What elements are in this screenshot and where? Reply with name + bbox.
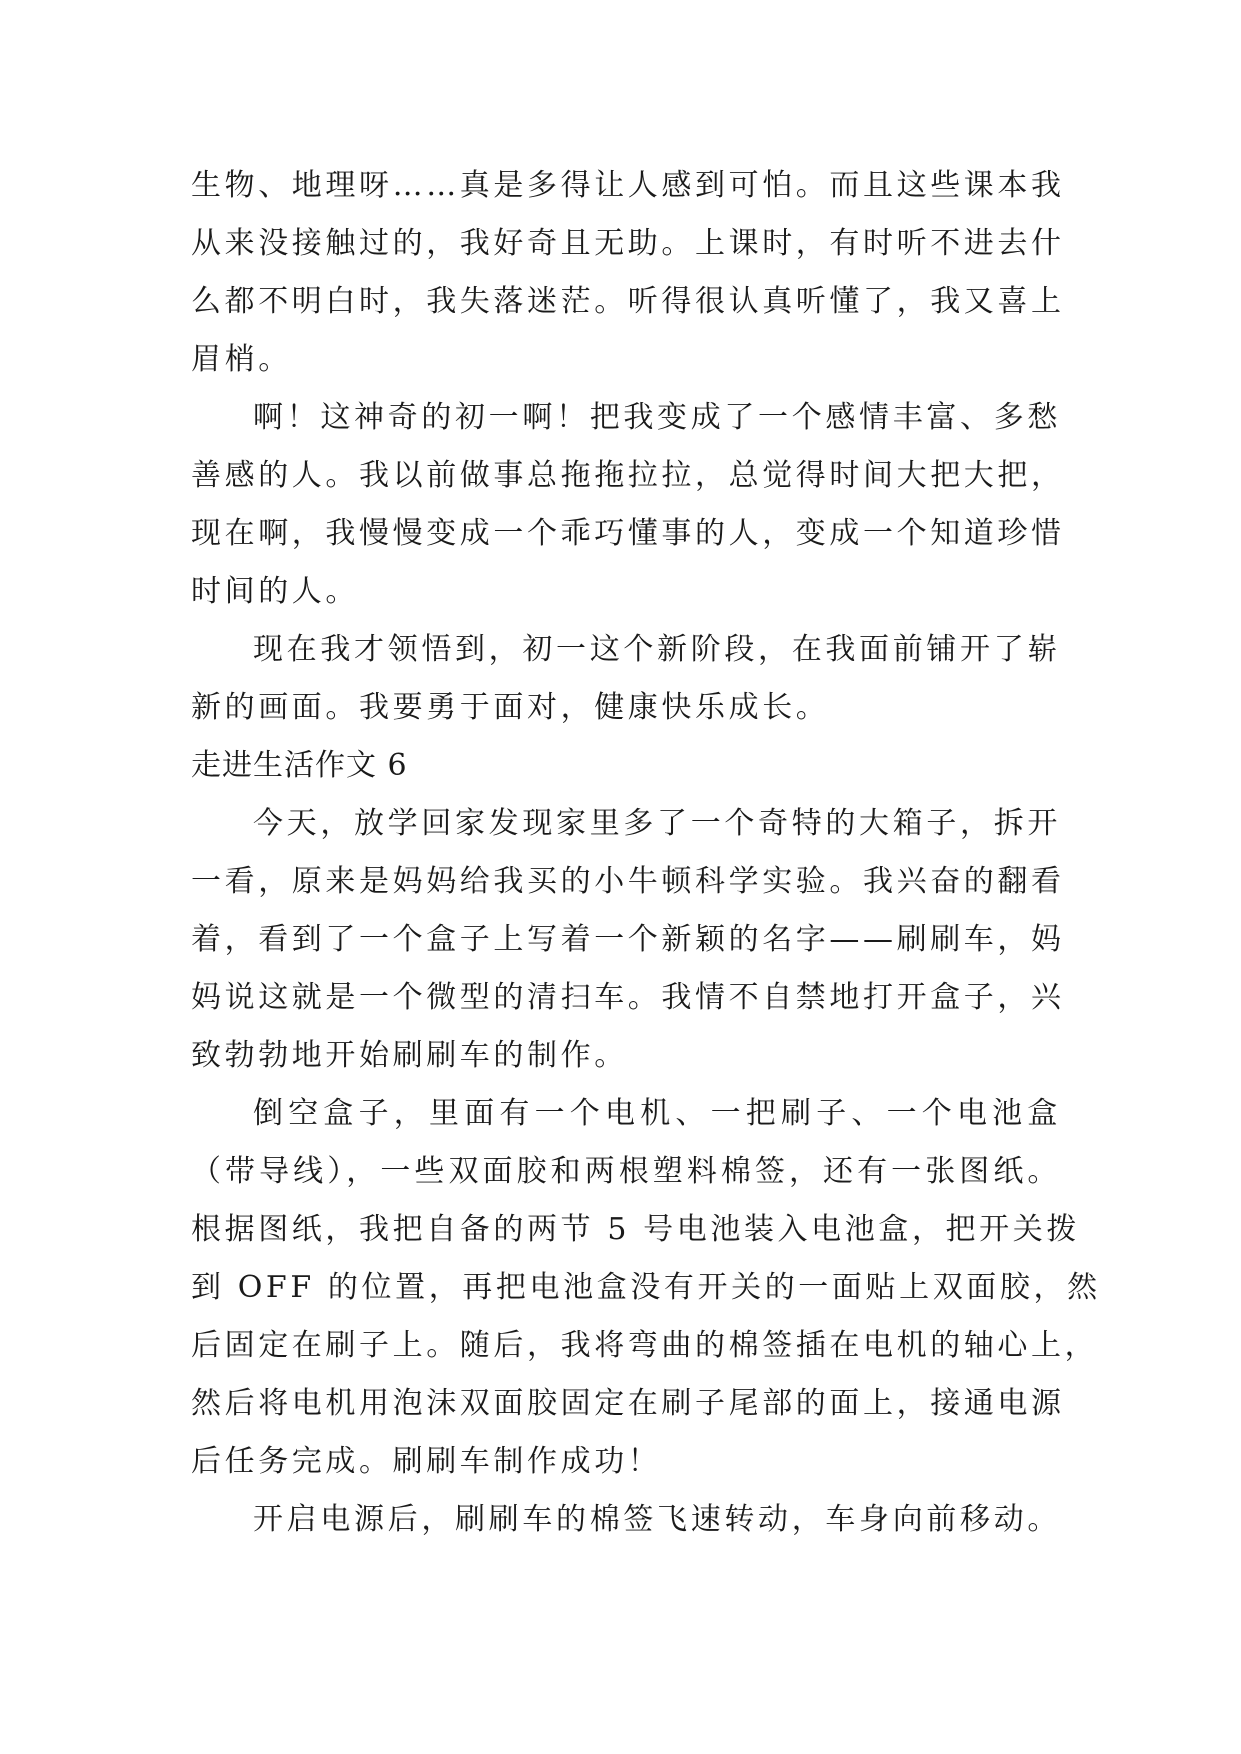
text-line: 么都不明白时，我失落迷茫。听得很认真听懂了，我又喜上 bbox=[191, 284, 1065, 319]
text-line: 善感的人。我以前做事总拖拖拉拉，总觉得时间大把大把， bbox=[191, 458, 1065, 493]
text-line: 致勃勃地开始刷刷车的制作。 bbox=[191, 1038, 628, 1073]
text-line: 后任务完成。刷刷车制作成功！ bbox=[191, 1444, 662, 1479]
text-line: （带导线），一些双面胶和两根塑料棉签，还有一张图纸。 bbox=[191, 1154, 1061, 1189]
text-line: 然后将电机用泡沫双面胶固定在刷子尾部的面上，接通电源 bbox=[191, 1386, 1065, 1421]
text-line: 一看，原来是妈妈给我买的小牛顿科学实验。我兴奋的翻看 bbox=[191, 864, 1065, 899]
text-line: 到 OFF 的位置，再把电池盒没有开关的一面贴上双面胶，然 bbox=[191, 1270, 1101, 1305]
paragraph-first-line: 开启电源后，刷刷车的棉签飞速转动，车身向前移动。 bbox=[253, 1502, 1061, 1537]
paragraph-first-line: 啊！这神奇的初一啊！把我变成了一个感情丰富、多愁 bbox=[253, 400, 1061, 435]
section-heading: 走进生活作文 6 bbox=[191, 748, 408, 783]
text-line: 着，看到了一个盒子上写着一个新颖的名字——刷刷车，妈 bbox=[191, 922, 1065, 957]
paragraph-first-line: 倒空盒子，里面有一个电机、一把刷子、一个电池盒 bbox=[253, 1096, 1061, 1131]
text-line: 根据图纸，我把自备的两节 5 号电池装入电池盒，把开关拨 bbox=[191, 1212, 1080, 1247]
text-line: 妈说这就是一个微型的清扫车。我情不自禁地打开盒子，兴 bbox=[191, 980, 1065, 1015]
paragraph-first-line: 今天，放学回家发现家里多了一个奇特的大箱子，拆开 bbox=[253, 806, 1061, 841]
text-line: 从来没接触过的，我好奇且无助。上课时，有时听不进去什 bbox=[191, 226, 1065, 261]
text-line: 新的画面。我要勇于面对，健康快乐成长。 bbox=[191, 690, 830, 725]
text-line: 时间的人。 bbox=[191, 574, 359, 609]
text-line: 眉梢。 bbox=[191, 342, 292, 377]
text-line: 生物、地理呀……真是多得让人感到可怕。而且这些课本我 bbox=[191, 168, 1065, 203]
paragraph-first-line: 现在我才领悟到，初一这个新阶段，在我面前铺开了崭 bbox=[253, 632, 1061, 667]
text-line: 后固定在刷子上。随后，我将弯曲的棉签插在电机的轴心上， bbox=[191, 1328, 1099, 1363]
text-line: 现在啊，我慢慢变成一个乖巧懂事的人，变成一个知道珍惜 bbox=[191, 516, 1065, 551]
